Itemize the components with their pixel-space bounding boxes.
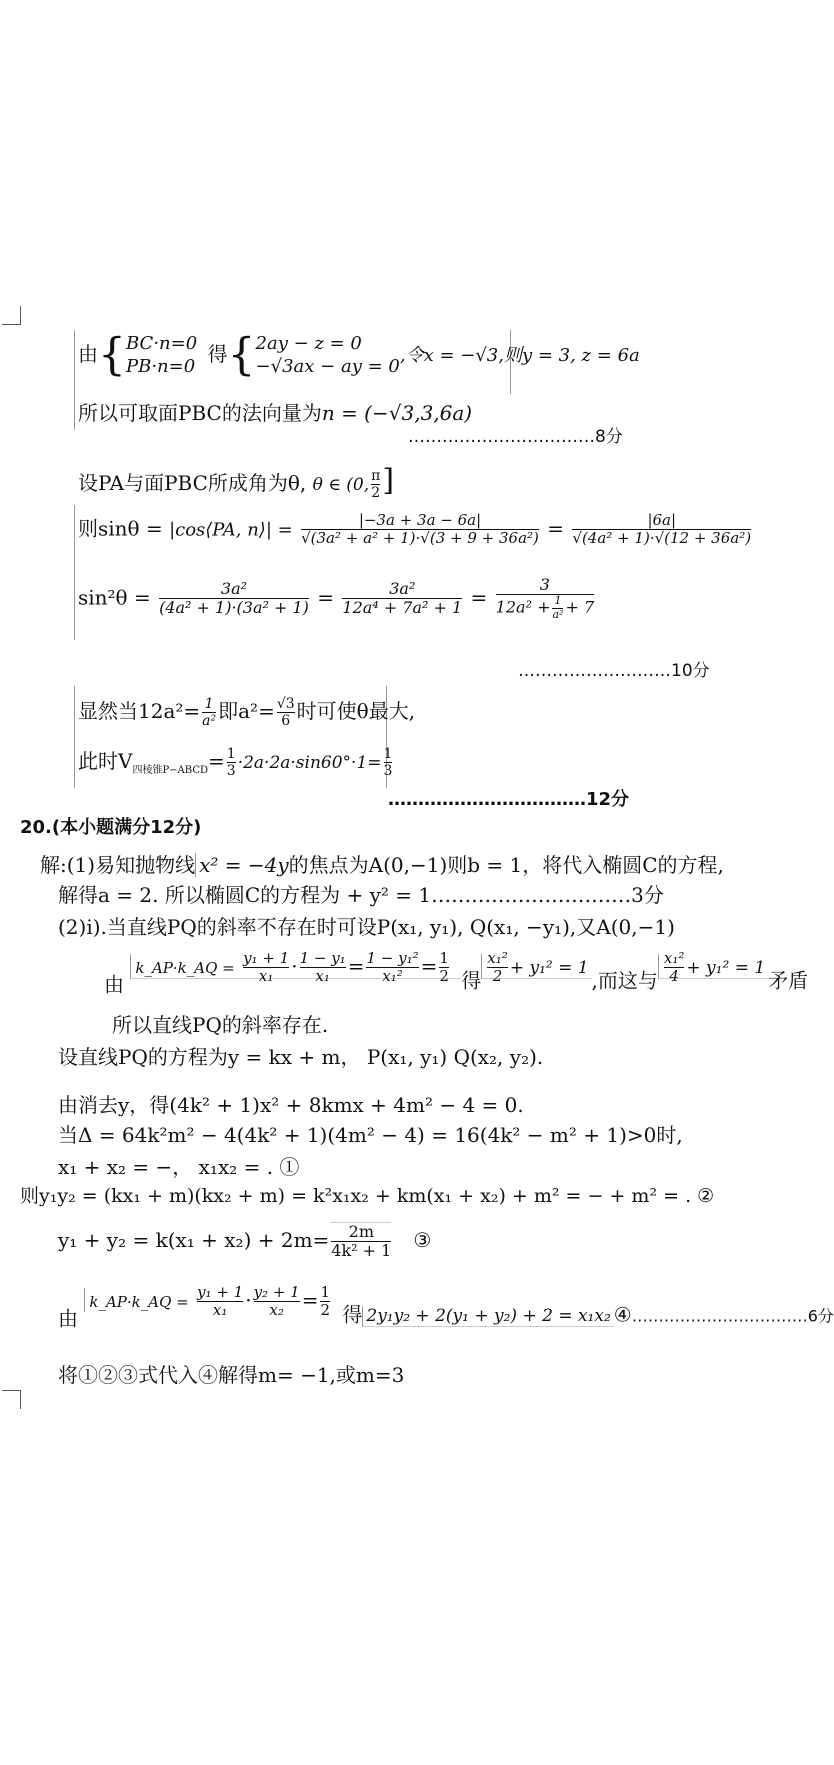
- vol-text-c: ·2a·2a·sin60°·1=: [237, 753, 382, 774]
- denominator: √(4a² + 1)·√(12 + 36a²): [572, 529, 752, 548]
- denominator-part: + 7: [565, 598, 595, 618]
- sin2-fraction-1: [159, 580, 309, 618]
- equals: =: [547, 516, 565, 541]
- denominator: x₁: [197, 1301, 243, 1319]
- slope-product-line: [104, 950, 808, 995]
- sin-squared-line: [78, 576, 596, 622]
- equation-stack: [256, 332, 400, 379]
- denominator: x₁: [243, 967, 289, 985]
- denominator: 3: [383, 763, 393, 780]
- contrast-text: ,而这与: [591, 968, 658, 993]
- guide-bar: [74, 686, 75, 788]
- de-label: 得: [461, 968, 482, 993]
- sol1-c: 的焦点为A(0,−1)则b = 1，将代入椭圆C的方程,: [288, 853, 724, 877]
- max-condition-line: [78, 696, 415, 729]
- angle-text: 设PA与面PBC所成角为θ,: [78, 471, 307, 495]
- numerator: 3: [539, 575, 550, 594]
- numerator: |6a|: [647, 511, 677, 529]
- range-close: ]: [382, 463, 395, 498]
- formula-box: k_AP·k_AQ = $\frac{\text{y₁ + 1}}{\text{x₁}}$ · $\frac{\text{y₂ + 1}}{\text{x₂}}$ = $\frac{1}{2}$: [84, 1288, 342, 1312]
- marker-4: ④: [613, 1302, 632, 1327]
- left-brace: {: [227, 329, 256, 381]
- one-half: [439, 950, 449, 986]
- numerator: |−3a + 3a − 6a|: [358, 511, 482, 529]
- formula-box: k_AP·k_AQ = $\frac{\text{y₁ + 1}}{\text{x₁}}$ · $\frac{\text{1 − y₁}}{\text{x₁}}$ = $\frac{\text{1 − y₁²}}{\text{x₁²}}$ = $\frac{1}{2}$: [130, 954, 461, 979]
- de-label: 得: [342, 1302, 363, 1327]
- angle-range: θ ∈ (0,: [312, 475, 370, 495]
- slope-exists: 所以直线PQ的斜率存在.: [112, 1013, 329, 1037]
- page-corner-mark-top: [2, 306, 21, 325]
- condition-expression: 2y₁y₂ + 2(y₁ + y₂) + 2 = x₁x₂: [362, 1306, 613, 1327]
- denominator: 12a⁴ + 7a² + 1: [342, 598, 463, 618]
- 2m-over-4k2plus1: [331, 1222, 391, 1261]
- sqrt3-over-6: [277, 696, 295, 729]
- frac-2: [300, 950, 346, 986]
- de-label: 得: [207, 341, 228, 366]
- numerator: 1 − y₁²: [366, 949, 419, 967]
- numerator: y₁ + 1: [243, 949, 290, 967]
- numerator: 1: [204, 696, 214, 712]
- denominator: a²: [552, 608, 564, 622]
- numerator: 1: [226, 746, 236, 762]
- ellipse-tail-2: + y₁² = 1: [686, 958, 766, 979]
- sin2-fraction-3: [496, 576, 594, 622]
- sol1-a: 解:(1)易知抛物线: [40, 853, 196, 877]
- equals: =: [420, 954, 438, 979]
- solution-line-3: (2)i).当直线PQ的斜率不存在时可设P(x₁, y₁), Q(x₁, −y₁),又A(0,−1): [58, 915, 675, 939]
- one-third-result: [384, 746, 393, 779]
- x1sq-over-2: [487, 950, 508, 986]
- denominator: x₂: [254, 1301, 300, 1319]
- numerator: 2m: [348, 1222, 374, 1241]
- you-label: 由: [104, 972, 124, 997]
- y-sum-line: [58, 1222, 431, 1261]
- sin2-fraction-2: [342, 580, 462, 618]
- one-over-a2: [202, 696, 216, 729]
- numerator: y₂ + 1: [253, 1283, 300, 1301]
- guide-bar: [74, 505, 75, 640]
- pi-over-2: [371, 468, 380, 501]
- score-12: ……………………………12分: [388, 789, 630, 810]
- y-sum-text: y₁ + y₂ = k(x₁ + x₂) + 2m=: [58, 1227, 330, 1252]
- denominator: 4k² + 1: [331, 1241, 392, 1261]
- sin-theta-line: [78, 512, 753, 548]
- ellipse-box-1: [481, 949, 591, 986]
- page-corner-mark-bottom: [2, 1390, 21, 1409]
- condition-line: [58, 1284, 834, 1329]
- denominator: 2: [439, 967, 449, 986]
- left-brace: {: [98, 329, 126, 381]
- numerator: 1: [320, 1283, 331, 1301]
- vol-text-a: 此时V: [78, 749, 133, 774]
- denominator: 2: [487, 967, 508, 985]
- guide-bar: [74, 330, 75, 430]
- pi: π: [371, 467, 381, 484]
- condition-pb: PB·n=0: [126, 356, 196, 378]
- denominator: √(3a² + a² + 1)·√(3 + 9 + 36a²): [301, 529, 539, 548]
- numerator: 3a²: [389, 578, 416, 598]
- angle-line: [78, 464, 394, 501]
- kap-kaq: k_AP·k_AQ =: [135, 959, 235, 978]
- denominator: x₁²: [366, 967, 418, 985]
- line-equation: 设直线PQ的方程为y = kx + m， P(x₁, y₁) Q(x₂, y₂).: [58, 1045, 544, 1069]
- denominator: x₁: [300, 967, 346, 985]
- two: 2: [371, 485, 381, 501]
- solution-text: ,令x = −√3,则y = 3, z = 6a: [399, 344, 640, 366]
- kap-kaq: k_AP·k_AQ =: [89, 1293, 189, 1312]
- denominator: 4: [664, 967, 685, 985]
- you-label: 由: [78, 341, 98, 366]
- score-10: ………………………10分: [518, 661, 710, 681]
- denominator: (4a² + 1)·(3a² + 1): [159, 598, 309, 618]
- one-half: [320, 1284, 330, 1320]
- sin2-lead: sin²θ =: [78, 585, 151, 610]
- numerator: 1: [383, 746, 393, 762]
- equation-2: −√3ax − ay = 0: [255, 356, 400, 378]
- equals: =: [301, 1288, 319, 1313]
- numerator: x₁²: [487, 949, 508, 967]
- normal-vector-value: n = (−√3,3,6a): [321, 401, 473, 425]
- numerator: x₁²: [663, 949, 685, 967]
- sin-fraction-1: [301, 512, 539, 548]
- numerator: 1: [439, 949, 449, 967]
- question-20-title: 20.(本小题满分12分): [20, 817, 202, 838]
- sin-lead: 则sinθ =: [78, 516, 163, 541]
- vol-subscript: 四棱锥P−ABCD: [132, 765, 208, 777]
- volume-line: [78, 746, 394, 779]
- numerator: 3a²: [220, 578, 248, 598]
- frac-1: [197, 1284, 243, 1320]
- numerator: y₁ + 1: [197, 1283, 244, 1301]
- ellipse-tail-1: + y₁² = 1: [509, 958, 589, 979]
- vol-eq: =: [208, 749, 225, 774]
- denominator: a²: [202, 713, 217, 730]
- denominator: 3: [226, 763, 236, 780]
- denominator: 6: [277, 712, 295, 729]
- you-label: 由: [58, 1306, 78, 1331]
- max-text-b: 即a²=: [218, 699, 275, 724]
- vieta-line: x₁ + x₂ = −， x₁x₂ = . ①: [58, 1155, 300, 1179]
- x1sq-over-4: [664, 950, 685, 986]
- marker-3: ③: [413, 1227, 432, 1252]
- solution-line-1: [40, 854, 724, 876]
- frac-2: [254, 1284, 300, 1320]
- score-6: ……………………………6分: [631, 1306, 834, 1326]
- denominator: 2: [320, 1301, 331, 1320]
- equals: =: [317, 585, 335, 610]
- ellipse-box-2: [658, 949, 768, 986]
- condition-bc: BC·n=0: [126, 333, 198, 354]
- parabola-equation: x² = −4y: [195, 853, 289, 877]
- equals: =: [470, 585, 488, 610]
- cos-abs: |cos⟨PA, n⟩| =: [169, 519, 293, 541]
- one-third: [227, 746, 236, 779]
- solution-line-2: 解得a = 2. 所以椭圆C的方程为 + y² = 1…………………………3分: [58, 883, 664, 907]
- normal-vector-text: 所以可取面PBC的法向量为: [78, 401, 322, 425]
- contradiction-text: 矛盾: [768, 968, 809, 993]
- denominator: [496, 594, 594, 621]
- delta-line: 当Δ = 64k²m² − 4(4k² + 1)(4m² − 4) = 16(4k² − m² + 1)>0时,: [58, 1123, 683, 1147]
- y1y2-line: 则y₁y₂ = (kx₁ + m)(kx₂ + m) = k²x₁x₂ + km(x₁ + x₂) + m² = − + m² = . ②: [20, 1185, 715, 1207]
- denominator-part: 12a² +: [495, 598, 551, 618]
- frac-1: [243, 950, 289, 986]
- elimination-line: 由消去y，得(4k² + 1)x² + 8kmx + 4m² − 4 = 0.: [58, 1093, 524, 1117]
- final-answer: 将①②③式代入④解得m= −1,或m=3: [58, 1363, 405, 1387]
- score-8: ……………………………8分: [408, 427, 623, 447]
- sin-fraction-2: [572, 512, 751, 548]
- normal-vector-line: [78, 402, 472, 424]
- one-over-a2: [552, 595, 563, 621]
- numerator: √3: [276, 696, 295, 712]
- normal-vector-system: [78, 329, 640, 381]
- frac-3: [366, 950, 418, 986]
- max-text-a: 显然当12a²=: [78, 699, 201, 724]
- max-text-c: 时可使θ最大,: [296, 699, 416, 724]
- numerator: 1 − y₁: [299, 949, 346, 967]
- equation-1: 2ay − z = 0: [255, 333, 362, 354]
- numerator: 1: [554, 594, 562, 608]
- condition-stack: [126, 332, 197, 379]
